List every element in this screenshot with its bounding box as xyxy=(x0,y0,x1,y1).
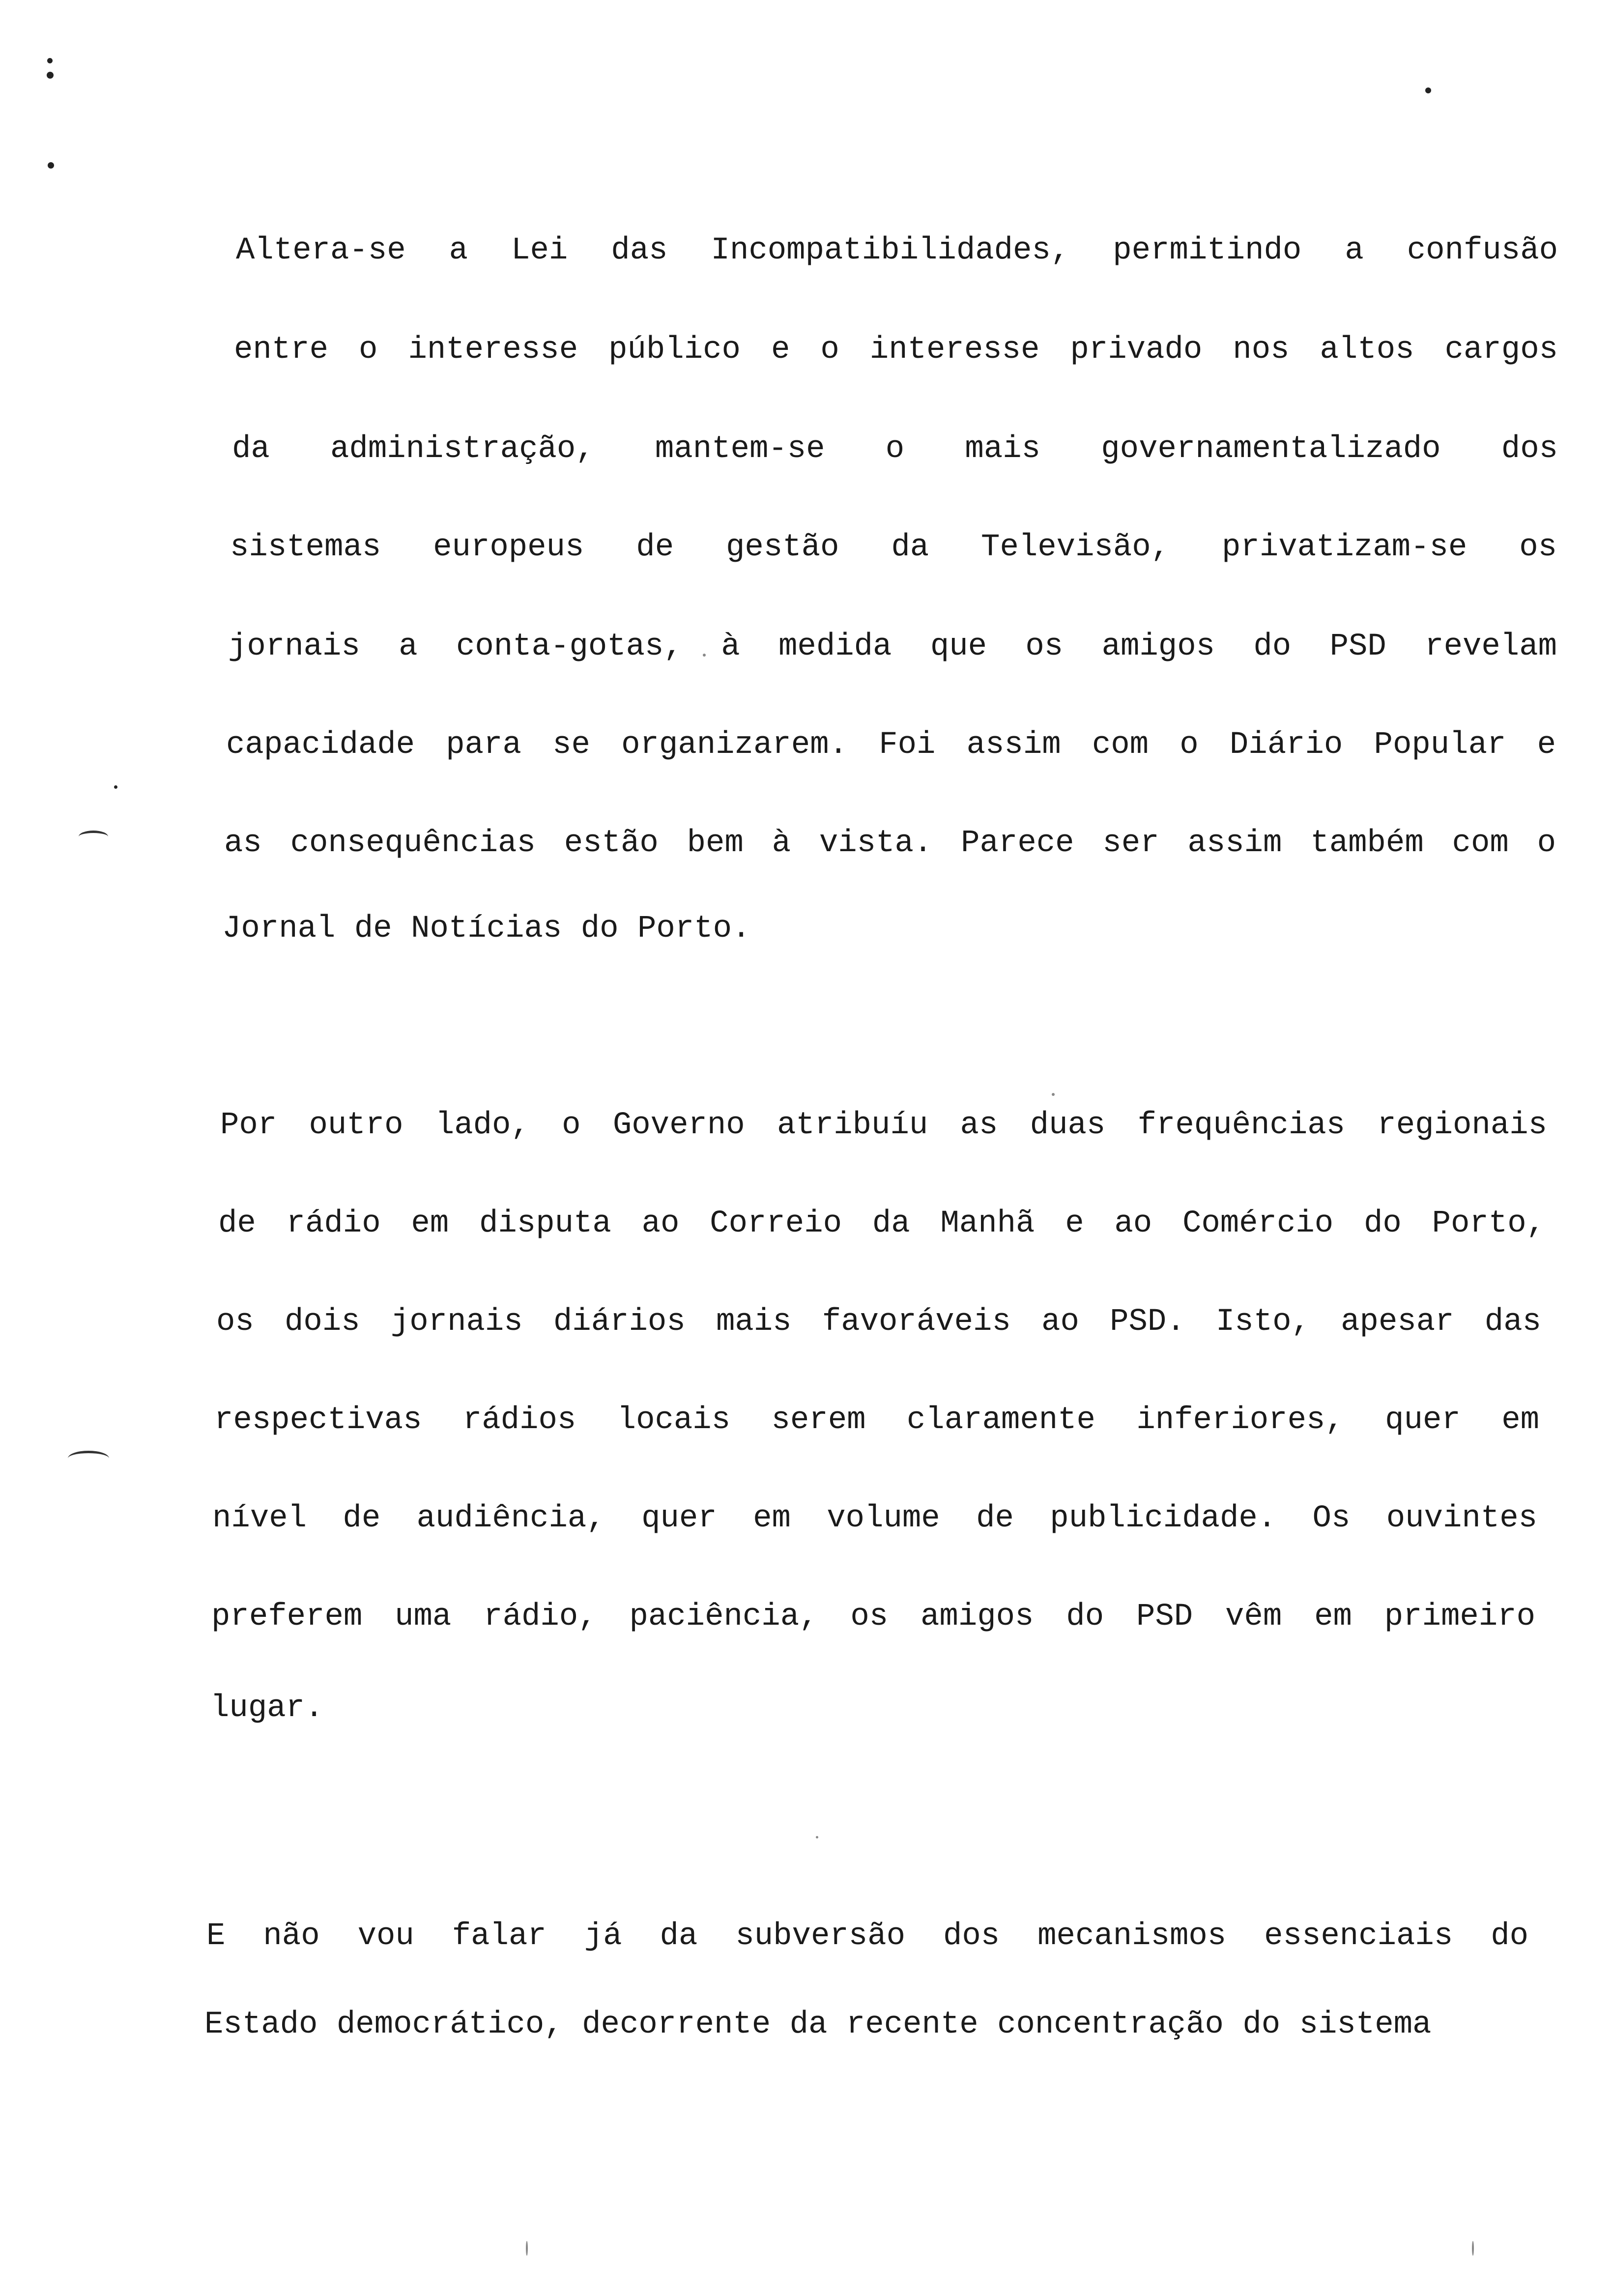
scan-speck-2 xyxy=(1052,1093,1055,1096)
scan-dot-top-left-3 xyxy=(48,162,54,169)
text-line: entre o interesse público e o interesse privado nos altos cargos xyxy=(234,332,1558,368)
scan-dot-top-left-1 xyxy=(47,58,53,63)
text-line: Altera-se a Lei das Incompatibilidades, permitindo a confusão xyxy=(236,233,1558,268)
text-line: lugar. xyxy=(210,1691,324,1726)
margin-mark-1 xyxy=(79,831,108,843)
text-line: capacidade para se organizarem. Foi assim com o Diário Popular e xyxy=(226,727,1556,763)
text-line: os dois jornais diários mais favoráveis ao PSD. Isto, apesar das xyxy=(216,1304,1541,1340)
text-line: E não vou falar já da subversão dos mecanismos essenciais do xyxy=(206,1919,1528,1954)
text-line: Jornal de Notícias do Porto. xyxy=(222,911,751,947)
scan-speck-4 xyxy=(526,2241,528,2256)
text-line: Estado democrático, decorrente da recente concentração do sistema xyxy=(204,2007,1432,2042)
text-line: jornais a conta-gotas, à medida que os amigos do PSD revelam xyxy=(228,629,1557,664)
text-line: respectivas rádios locais serem claramente inferiores, quer em xyxy=(214,1403,1539,1438)
margin-dot xyxy=(114,785,117,789)
text-line: Por outro lado, o Governo atribuíu as duas frequências regionais xyxy=(220,1108,1547,1143)
margin-mark-2 xyxy=(68,1451,109,1466)
text-line: as consequências estão bem à vista. Parece ser assim também com o xyxy=(224,826,1556,861)
scan-speck-5 xyxy=(1472,2241,1474,2256)
text-line: sistemas europeus de gestão da Televisão, privatizam-se os xyxy=(230,530,1557,565)
text-line: preferem uma rádio, paciência, os amigos do PSD vêm em primeiro xyxy=(211,1599,1535,1635)
text-line: nível de audiência, quer em volume de publicidade. Os ouvintes xyxy=(212,1501,1537,1536)
text-line: da administração, mantem-se o mais governamentalizado dos xyxy=(232,431,1558,467)
text-line: de rádio em disputa ao Correio da Manhã e ao Comércio do Porto, xyxy=(218,1206,1545,1241)
scan-speck-3 xyxy=(816,1836,818,1838)
scan-dot-top-right xyxy=(1425,87,1431,93)
scan-dot-top-left-2 xyxy=(47,72,54,79)
